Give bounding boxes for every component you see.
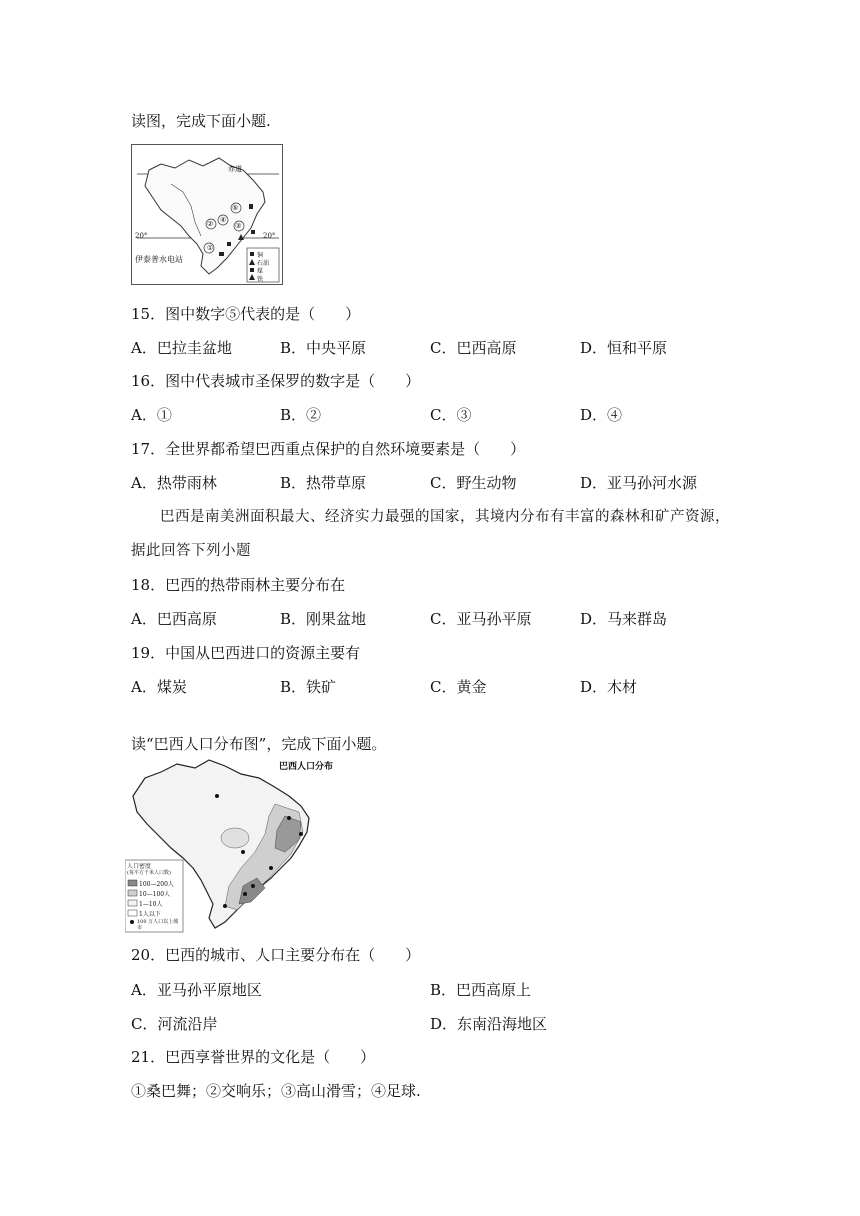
q16-option-b: B．②: [280, 406, 322, 424]
q18-option-c: C．亚马孙平原: [430, 610, 532, 628]
intro-text-2: 读“巴西人口分布图”，完成下面小题。: [131, 735, 387, 753]
q20-option-b: B．巴西高原上: [430, 981, 532, 999]
map2-legend-title: 人口密度: [127, 863, 152, 870]
q20-option-c: C．河流沿岸: [131, 1015, 218, 1033]
q19-option-a: A．煤炭: [131, 678, 187, 696]
q15-option-c: C．巴西高原: [430, 339, 517, 357]
legend-coal: 煤: [257, 268, 264, 275]
q15-option-b: B．中央平原: [280, 339, 367, 357]
q15-option-d: D．恒和平原: [580, 339, 668, 357]
number-5: ⑤: [232, 204, 239, 212]
q20-option-d: D．东南沿海地区: [430, 1015, 548, 1033]
q17-option-a: A．热带雨林: [131, 474, 217, 492]
q17-option-c: C．野生动物: [430, 474, 517, 492]
legend-copper: 铜: [257, 252, 264, 259]
map2-legend-item-1: 100—200人: [139, 881, 174, 888]
map2-legend-item-3: 1—10人: [139, 901, 163, 908]
brazil-population-map: [125, 756, 340, 934]
number-2: ②: [207, 220, 214, 228]
map2-legend-item-2: 10—100人: [139, 891, 171, 898]
question-21-stem: 21．巴西享誉世界的文化是（ ）: [131, 1048, 376, 1066]
legend-iron: 铁: [257, 276, 264, 283]
number-1: ①: [207, 244, 214, 252]
q17-option-d: D．亚马孙河水源: [580, 474, 698, 492]
question-20-stem: 20．巴西的城市、人口主要分布在（ ）: [131, 946, 421, 964]
lat-left-label: 20°: [135, 232, 148, 240]
q18-option-b: B．刚果盆地: [280, 610, 367, 628]
q15-option-a: A．巴拉圭盆地: [131, 339, 232, 357]
number-3: ③: [235, 222, 242, 230]
q16-option-a: A．①: [131, 406, 172, 424]
q17-option-b: B．热带草原: [280, 474, 367, 492]
map2-legend-unit: (每平方千米人口数): [127, 870, 171, 876]
question-21-items: ①桑巴舞；②交响乐；③高山滑雪；④足球.: [131, 1082, 421, 1100]
question-18-stem: 18．巴西的热带雨林主要分布在: [131, 576, 346, 594]
q19-option-c: C．黄金: [430, 678, 487, 696]
equator-label: 赤道: [228, 165, 242, 173]
passage-line-1: 巴西是南美洲面积最大、经济实力最强的国家，其境内分布有丰富的森林和矿产资源，: [160, 509, 730, 525]
q20-option-a: A．亚马孙平原地区: [131, 981, 262, 999]
legend-oil: 石油: [257, 260, 270, 267]
question-15-stem: 15．图中数字⑤代表的是（ ）: [131, 305, 361, 323]
question-19-stem: 19．中国从巴西进口的资源主要有: [131, 644, 361, 662]
dam-label: 伊泰普水电站: [135, 255, 183, 264]
map2-title: 巴西人口分布: [279, 762, 334, 772]
q18-option-a: A．巴西高原: [131, 610, 217, 628]
number-4: ④: [220, 216, 227, 224]
q18-option-d: D．马来群岛: [580, 610, 668, 628]
map2-legend-city: 100 万人口以上城市: [137, 919, 179, 931]
map2-legend-item-4: 1人以下: [139, 911, 161, 918]
question-16-stem: 16．图中代表城市圣保罗的数字是（ ）: [131, 372, 421, 390]
intro-text-1: 读图，完成下面小题.: [131, 112, 271, 130]
question-17-stem: 17．全世界都希望巴西重点保护的自然环境要素是（ ）: [131, 440, 526, 458]
q19-option-b: B．铁矿: [280, 678, 337, 696]
lat-right-label: 20°: [263, 232, 276, 240]
q16-option-c: C．③: [430, 406, 472, 424]
passage-line-2: 据此回答下列小题: [131, 543, 251, 559]
q19-option-d: D．木材: [580, 678, 638, 696]
brazil-resource-map: [131, 144, 283, 285]
q16-option-d: D．④: [580, 406, 623, 424]
